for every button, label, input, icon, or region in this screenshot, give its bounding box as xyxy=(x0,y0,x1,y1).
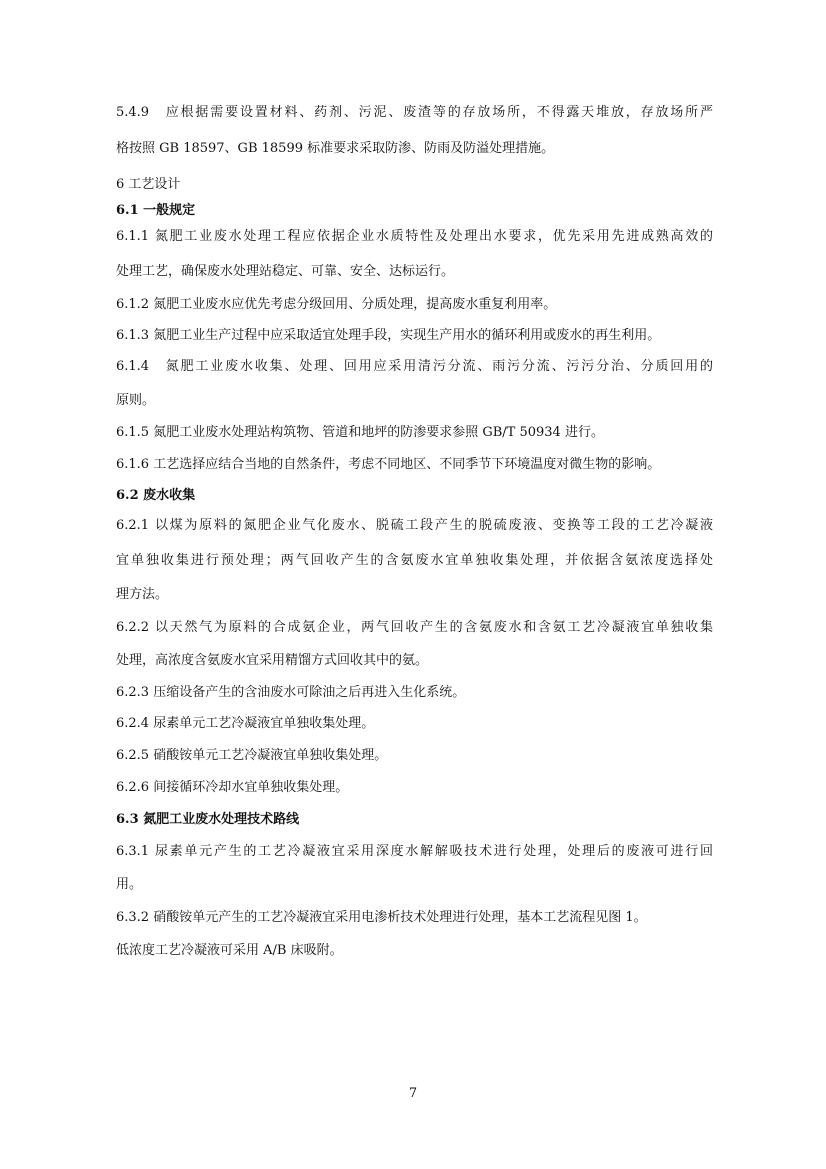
section-6-3-heading: 6.3 氮肥工业废水处理技术路线 xyxy=(116,812,300,827)
section-6-1-heading: 6.1 一般规定 xyxy=(116,203,196,218)
section-6-heading: 6 工艺设计 xyxy=(116,177,181,192)
clause-6-2-1-line-3: 理方法。 xyxy=(116,587,169,602)
clause-6-1-4-line-2: 原则。 xyxy=(116,393,156,408)
clause-6-3-1-line-2: 用。 xyxy=(116,877,143,892)
clause-6-2-2-line-1: 6.2.2 以天然气为原料的合成氨企业，两气回收产生的含氨废水和含氨工艺冷凝液宜单独收集 xyxy=(116,620,713,635)
clause-6-2-3: 6.2.3 压缩设备产生的含油废水可除油之后再进入生化系统。 xyxy=(116,685,466,700)
clause-6-3-2-line-2: 低浓度工艺冷凝液可采用 A/B 床吸附。 xyxy=(116,943,343,958)
clause-6-1-3: 6.1.3 氮肥工业生产过程中应采取适宜处理手段，实现生产用水的循环利用或废水的再生利用。 xyxy=(116,328,661,343)
clause-6-3-2-line-1: 6.3.2 硝酸铵单元产生的工艺冷凝液宜采用电渗析技术处理进行处理，基本工艺流程见图 1。 xyxy=(116,910,647,925)
clause-6-1-1-line-1: 6.1.1 氮肥工业废水处理工程应依据企业水质特性及处理出水要求，优先采用先进成熟高效的 xyxy=(116,229,713,244)
clause-6-1-2: 6.1.2 氮肥工业废水应优先考虑分级回用、分质处理，提高废水重复利用率。 xyxy=(116,297,557,312)
clause-5-4-9-line-1: 5.4.9 应根据需要设置材料、药剂、污泥、废渣等的存放场所，不得露天堆放，存放场所严 xyxy=(116,105,713,120)
clause-6-2-2-line-2: 处理，高浓度含氨废水宜采用精馏方式回收其中的氨。 xyxy=(116,653,429,668)
clause-6-2-6: 6.2.6 间接循环冷却水宜单独收集处理。 xyxy=(116,780,349,795)
clause-6-1-1-line-2: 处理工艺，确保废水处理站稳定、可靠、安全、达标运行。 xyxy=(116,264,455,279)
clause-6-3-1-line-1: 6.3.1 尿素单元产生的工艺冷凝液宜采用深度水解解吸技术进行处理，处理后的废液可进行回 xyxy=(116,844,713,859)
clause-6-1-5: 6.1.5 氮肥工业废水处理站构筑物、管道和地坪的防渗要求参照 GB/T 50934 进行。 xyxy=(116,425,604,440)
clause-6-2-4: 6.2.4 尿素单元工艺冷凝液宜单独收集处理。 xyxy=(116,716,375,731)
page-number: 7 xyxy=(408,1086,418,1101)
section-6-2-heading: 6.2 废水收集 xyxy=(116,488,196,503)
clause-6-1-6: 6.1.6 工艺选择应结合当地的自然条件，考虑不同地区、不同季节下环境温度对微生物的影响。 xyxy=(116,457,661,472)
clause-6-1-4-line-1: 6.1.4 氮肥工业废水收集、处理、回用应采用清污分流、雨污分流、污污分治、分质回用的 xyxy=(116,359,713,374)
clause-6-2-5: 6.2.5 硝酸铵单元工艺冷凝液宜单独收集处理。 xyxy=(116,748,388,763)
clause-6-2-1-line-2: 宜单独收集进行预处理；两气回收产生的含氨废水宜单独收集处理，并依据含氨浓度选择处 xyxy=(116,553,713,568)
clause-5-4-9-line-2: 格按照 GB 18597、GB 18599 标准要求采取防渗、防雨及防溢处理措施。 xyxy=(116,141,555,156)
clause-6-2-1-line-1: 6.2.1 以煤为原料的氮肥企业气化废水、脱硫工段产生的脱硫废液、变换等工段的工艺冷凝液 xyxy=(116,518,713,533)
